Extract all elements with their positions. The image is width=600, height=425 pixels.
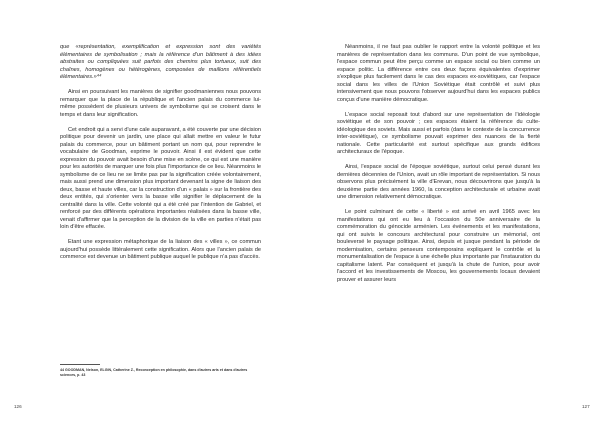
paragraph: Cet endroit qui a servi d'une cale auparavant, a été couverte par une décision politique pour devenir un jardin, une place qui allait mettre en valeur le futur palais du commerce, pour un bâtiment portant un nom qui, pour reprendre le vocabulaire de Goodman, exprime le pouvoir. Ainsi il est évident que cette expression du pouvoir avait besoin d'une mise en scène, ce qui est une manière pour les autorités de marquer une fois plus l'importance de ce lieu. Néanmoins le symbolisme de ce lieu ne se limite pas par la signification créée volontairement, mais aussi prend une dimension plus important devenant la signe de liaison des deux, basse et haute villes, car la construction d'un « palais » sur la frontière des deux entités, qui s'orienter vers la basse ville signifier le déplacement de la centralité dans la ville. Cette volonté qui a été créé par l'intention de Gabriel, et renforcé par des différents opérations importantes réalisées dans la basse ville, venait d'affirmer que la perception de la division de la ville en parties n'était pas loin d'être effacée. xyxy=(60,126,261,230)
paragraph: Néanmoins, il ne faut pas oublier le rapport entre la volonté politique et les manières de représentation dans les communs. D'un point de vue symbolique, l'espace commun peut être perçu comme un espace social ou bien comme un espace politic. La différence entre ces deux façons équivalentes d'exprimer s'explique plus facilement dans le cas des espaces ex-soviétiques, car l'espace social dans les villes de l'Union Soviétique était contrôlé et suivi plus intensivement que nous pouvons l'observer aujourd'hui dans les espaces publics conçus d'une manière démocratique. xyxy=(337,44,540,103)
page-number-right: 127 xyxy=(582,404,590,409)
left-text-column xyxy=(60,44,261,269)
right-text-column xyxy=(337,44,540,292)
paragraph: que «représentation, exemplification et expression sont des variétés élémentaires de symbolisation ; mais la référence d'un bâtiment à des idées abstraites ou compliquées suit parfois des chemins plus tortueux, suit des chaînes, homogènes ou hétérogènes, composées de maillons référentiels élémentaires.»⁴⁴ xyxy=(60,44,261,80)
paragraph: Ainsi, l'espace social de l'époque soviétique, surtout celui pensé durant les dernières décennies de l'Union, avait un rôle important de représentation. Si nous observons plus précisément la ville d'Erevan, nous découvrirons que jusqu'à la deuxième partie des années 1960, la conception architecturale et urbaine avait une dimension relativement démocratique. xyxy=(337,164,540,200)
paragraph: L'espace social reposait tout d'abord sur une représentation de l'idéologie soviétique et de son pouvoir ; ces espaces étaient la référence du culte-idéologique des soviets. Mais aussi et parfois (dans le contexte de la concurrence inter-soviétique), ce symbolisme pouvait exprimer des nuances de la fierté nationale. Cette particularité est surtout spécifique aux grands édifices architecturaux de l'époque. xyxy=(337,111,540,155)
right-page xyxy=(300,0,600,425)
paragraph: Ainsi en poursuivant les manières de signifier goodmaniennes nous pouvons remarquer que la place de la république et l'ancien palais du commerce lui-même possèdent de plusieurs univers de symbolisme qui se croisent dans le temps et dans leur signification. xyxy=(60,89,261,118)
footnote-divider xyxy=(60,364,100,365)
footnote: 44 GOODMAN, Nelson, ELGIN, Catherine Z., Reconception en philosophie, dans d'autres arts et dans d'autres sciences, p. 43 xyxy=(60,368,248,377)
page-number-left: 126 xyxy=(14,404,22,409)
paragraph: Etant une expression métaphorique de la liaison des « villes », ce commun aujourd'hui possède littéralement cette signification. Alors que l'ancien palais de commerce est devenue un bâtiment publique auquel le publique n'a pas d'accès. xyxy=(60,239,261,260)
paragraph: Le point culminant de cette « liberté » est arrivé en avril 1965 avec les manifestations qui ont eu lieu à l'occasion du 50e anniversaire de la commémoration du génocide arménien. Les événements et les manifestations, qui ont suivis le concours architectural pour construire un mémorial, ont bouleversé le paysage politique. Ainsi, depuis et jusque pendant la période de modernisation, certains penseurs contemporains expliquent le contrôle et la monumentalisation de l'espace à une échelle plus importante par l'instauration du capitalisme latent. Par conséquent et jusqu'à la chute de l'union, pour avoir l'accord et les investissements de Moscou, les gouvernements locaux devaient prouver et assurer leurs xyxy=(337,209,540,283)
